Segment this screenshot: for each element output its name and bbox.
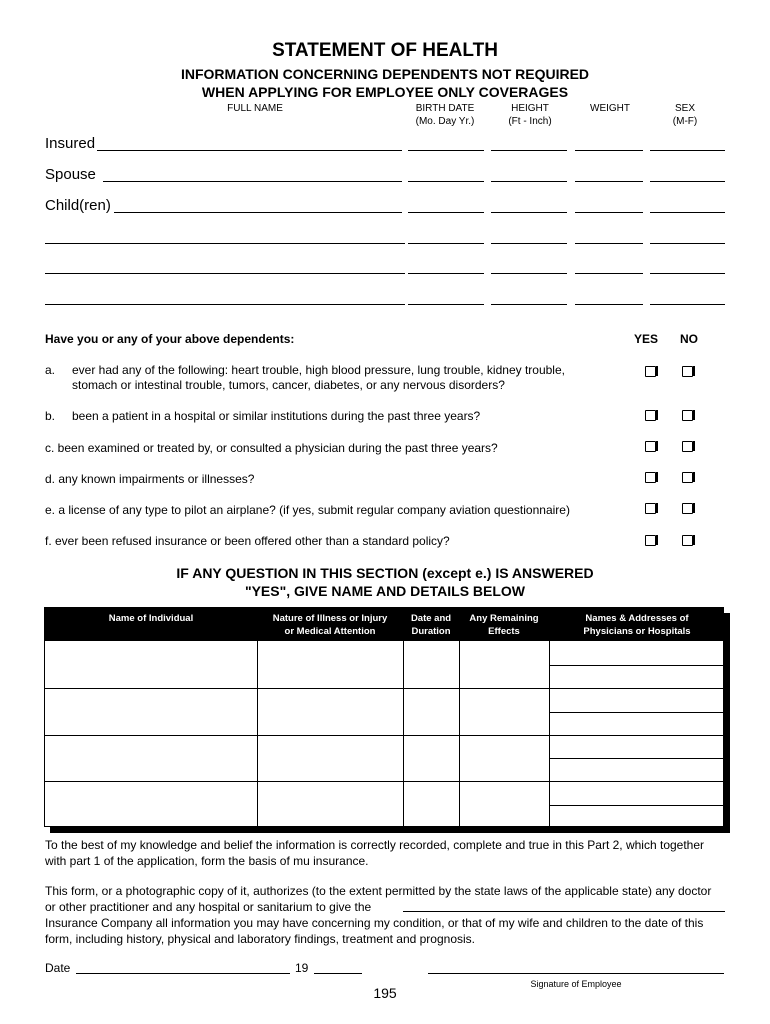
col-birth-date-sub: (Mo. Day Yr.) [415,116,475,127]
col-weight: WEIGHT [590,103,630,114]
th-date-line-2: Duration [411,626,451,637]
address-line [549,665,725,666]
certification-line-2: with part 1 of the application, form the basis of mu insurance. [45,854,369,868]
fill-in-line[interactable] [491,243,567,244]
label-insured: Insured [45,135,96,152]
fill-in-line[interactable] [114,212,402,213]
question-f-text: f. ever been refused insurance or been offered other than a standard policy? [45,534,450,548]
questions-heading: Have you or any of your above dependents: [45,332,295,346]
fill-in-line[interactable] [650,212,725,213]
row-divider [45,688,549,689]
fill-in-line[interactable] [575,181,643,182]
page-title: STATEMENT OF HEALTH [272,40,498,61]
th-date-line-1: Date and [410,613,452,624]
address-line [549,758,725,759]
fill-in-line[interactable] [575,304,643,305]
question-e-text: e. a license of any type to pilot an airplane? (if yes, submit regular company aviation questionnaire) [45,503,570,517]
question-a-line-2: stomach or intestinal trouble, tumors, cancer, diabetes, or any nervous disorders? [72,378,505,392]
th-name-of-individual: Name of Individual [108,613,194,624]
checkbox-a-yes[interactable] [645,366,656,377]
question-d-text: d. any known impairments or illnesses? [45,472,255,486]
row-divider [45,735,549,736]
no-heading: NO [680,332,698,346]
insurance-company-line[interactable] [403,911,725,912]
details-table [44,607,724,827]
checkbox-d-yes[interactable] [645,472,656,483]
checkbox-f-no[interactable] [682,535,693,546]
col-height-sub: (Ft - Inch) [508,116,552,127]
checkbox-e-no[interactable] [682,503,693,514]
col-birth-date: BIRTH DATE [415,103,475,114]
year-line[interactable] [314,973,362,974]
certification-line-1: To the best of my knowledge and belief the information is correctly recorded, complete and true in this Part 2, which together [45,838,705,852]
fill-in-line[interactable] [408,243,484,244]
label-children: Child(ren) [45,197,111,214]
signature-line[interactable] [428,973,724,974]
checkbox-c-yes[interactable] [645,441,656,452]
fill-in-line[interactable] [491,181,567,182]
fill-in-line[interactable] [45,304,405,305]
authorization-line-4: form, including history, physical and laboratory findings, treatment and prognosis. [45,932,476,946]
col-divider [257,641,258,826]
fill-in-line[interactable] [491,212,567,213]
question-a-line-1: ever had any of the following: heart trouble, high blood pressure, lung trouble, kidney trouble, [72,363,565,377]
authorization-line-2: or other practitioner and any hospital or sanitarium to give the [45,900,372,914]
fill-in-line[interactable] [650,150,725,151]
checkbox-a-no[interactable] [682,366,693,377]
fill-in-line[interactable] [408,273,484,274]
fill-in-line[interactable] [45,243,405,244]
fill-in-line[interactable] [650,181,725,182]
col-divider [459,641,460,826]
year-prefix: 19 [295,961,309,975]
fill-in-line[interactable] [408,304,484,305]
section-heading-line-1: IF ANY QUESTION IN THIS SECTION (except e.) IS ANSWERED [176,565,594,581]
checkbox-e-yes[interactable] [645,503,656,514]
checkbox-b-no[interactable] [682,410,693,421]
col-full-name: FULL NAME [227,103,283,114]
th-physicians-line-1: Names & Addresses of [585,613,689,624]
authorization-line-3: Insurance Company all information you may have concerning my condition, or that of my wife and children to the date of this [45,916,704,930]
address-line [549,805,725,806]
fill-in-line[interactable] [491,273,567,274]
question-a-marker: a. [45,363,56,377]
th-nature-line-1: Nature of Illness or Injury [272,613,388,624]
address-line [549,781,725,782]
col-height: HEIGHT [511,103,549,114]
fill-in-line[interactable] [408,181,484,182]
col-divider [549,641,550,826]
th-effects-line-2: Effects [488,626,520,637]
fill-in-line[interactable] [650,273,725,274]
subtitle-line-1: INFORMATION CONCERNING DEPENDENTS NOT REQUIRED [180,66,590,82]
th-effects-line-1: Any Remaining [469,613,539,624]
date-label: Date [45,961,71,975]
yes-heading: YES [634,332,659,346]
checkbox-b-yes[interactable] [645,410,656,421]
fill-in-line[interactable] [103,181,402,182]
fill-in-line[interactable] [97,150,402,151]
fill-in-line[interactable] [650,243,725,244]
address-line [549,712,725,713]
fill-in-line[interactable] [575,243,643,244]
th-physicians-line-2: Physicians or Hospitals [583,626,691,637]
authorization-line-1: This form, or a photographic copy of it, authorizes (to the extent permitted by the state laws of the applicable state) any doctor [45,884,712,898]
checkbox-c-no[interactable] [682,441,693,452]
col-sex-sub: (M-F) [672,116,698,127]
fill-in-line[interactable] [650,304,725,305]
fill-in-line[interactable] [575,212,643,213]
fill-in-line[interactable] [575,273,643,274]
th-nature-line-2: or Medical Attention [284,626,376,637]
fill-in-line[interactable] [491,150,567,151]
address-line [549,688,725,689]
col-divider [403,641,404,826]
checkbox-f-yes[interactable] [645,535,656,546]
signature-label: Signature of Employee [530,979,622,989]
checkbox-d-no[interactable] [682,472,693,483]
section-heading-line-2: "YES", GIVE NAME AND DETAILS BELOW [244,583,526,599]
fill-in-line[interactable] [408,150,484,151]
question-b-text: been a patient in a hospital or similar institutions during the past three years? [72,409,481,423]
fill-in-line[interactable] [575,150,643,151]
col-sex: SEX [674,103,695,114]
page-number: 195 [373,985,397,1001]
row-divider [45,781,549,782]
subtitle-line-2: WHEN APPLYING FOR EMPLOYEE ONLY COVERAGES [201,84,569,100]
date-line[interactable] [76,973,290,974]
question-b-marker: b. [45,409,56,423]
question-c-text: c. been examined or treated by, or consulted a physician during the past three years? [45,441,498,455]
fill-in-line[interactable] [45,273,405,274]
fill-in-line[interactable] [491,304,567,305]
address-line [549,735,725,736]
label-spouse: Spouse [45,166,96,183]
fill-in-line[interactable] [408,212,484,213]
